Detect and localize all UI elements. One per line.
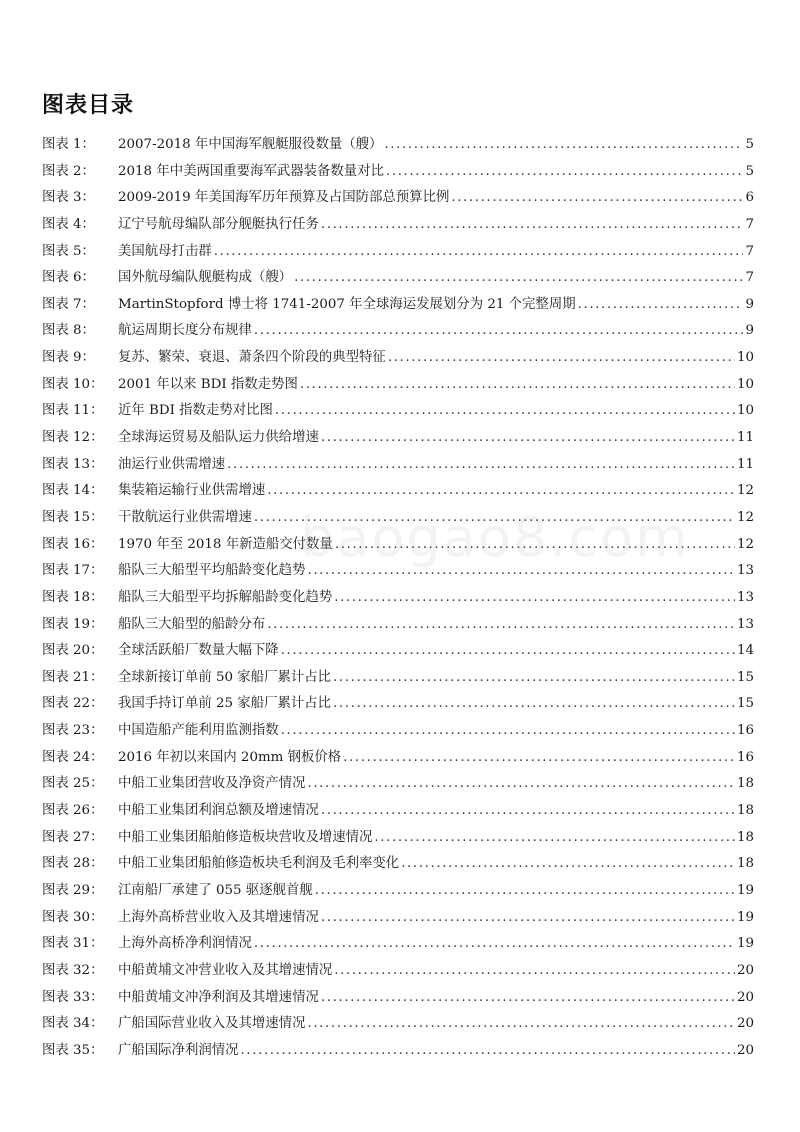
toc-dot-leader <box>307 1011 734 1038</box>
toc-entry[interactable] <box>42 425 754 452</box>
toc-entry-page-number: 9 <box>745 323 754 339</box>
toc-entry-page-number: 18 <box>736 776 754 792</box>
toc-entry-page-number: 7 <box>745 216 754 232</box>
toc-entry[interactable] <box>42 798 754 825</box>
toc-dot-leader <box>321 212 744 239</box>
toc-entry-label: 图表 11： <box>42 403 104 419</box>
toc-entry-title: 船队三大船型的船龄分布 <box>118 616 266 632</box>
toc-entry-label: 图表 22： <box>42 696 104 712</box>
toc-entry-page-number: 7 <box>745 243 754 259</box>
toc-entry-title: 干散航运行业供需增速 <box>118 509 252 525</box>
toc-dot-leader <box>254 318 744 345</box>
toc-dot-leader <box>267 478 735 505</box>
toc-entry-title: 油运行业供需增速 <box>118 456 226 472</box>
toc-entry-label: 图表 7： <box>42 296 95 312</box>
toc-entry-page-number: 18 <box>736 856 754 872</box>
toc-entry-label: 图表 30： <box>42 909 104 925</box>
toc-entry-page-number: 5 <box>745 137 754 152</box>
toc-entry-page-number: 19 <box>736 936 754 952</box>
toc-entry-title: 2007-2018 年中国海军舰艇服役数量（艘） <box>118 137 383 152</box>
toc-entry-label: 图表 10： <box>42 376 104 392</box>
toc-entry-page-number: 13 <box>736 616 754 632</box>
toc-entry-page-number: 19 <box>736 882 754 898</box>
toc-entry-page-number: 15 <box>736 669 754 685</box>
toc-entry-title: 2001 年以来 BDI 指数走势图 <box>118 376 298 392</box>
toc-entry-title: 广船国际净利润情况 <box>118 1042 239 1058</box>
toc-entry-label: 图表 23： <box>42 723 104 739</box>
toc-entry[interactable] <box>42 931 754 958</box>
toc-entry-page-number: 9 <box>745 296 754 312</box>
toc-entry-label: 图表 6： <box>42 270 95 286</box>
toc-dot-leader <box>321 425 735 452</box>
toc-dot-leader <box>343 745 735 772</box>
toc-entry[interactable] <box>42 372 754 399</box>
toc-dot-leader <box>241 1038 735 1065</box>
toc-dot-leader <box>267 612 735 639</box>
toc-entry[interactable] <box>42 851 754 878</box>
toc-list <box>42 132 754 1064</box>
toc-entry-label: 图表 5： <box>42 243 95 259</box>
toc-entry[interactable] <box>42 1038 754 1065</box>
toc-entry-title: 2018 年中美两国重要海军武器装备数量对比 <box>118 163 384 179</box>
toc-entry[interactable] <box>42 825 754 852</box>
toc-entry-label: 图表 3： <box>42 190 95 206</box>
toc-entry-title: 船队三大船型平均拆解船龄变化趋势 <box>118 589 333 605</box>
toc-entry-label: 图表 20： <box>42 643 104 659</box>
toc-entry-label: 图表 8： <box>42 323 95 339</box>
toc-dot-leader <box>275 398 735 425</box>
toc-dot-leader <box>333 691 735 718</box>
toc-entry-label: 图表 28： <box>42 856 104 872</box>
toc-entry[interactable] <box>42 478 754 505</box>
toc-dot-leader <box>281 718 735 745</box>
toc-entry-label: 图表 12： <box>42 430 104 446</box>
toc-entry-title: 复苏、繁荣、衰退、萧条四个阶段的典型特征 <box>118 350 386 366</box>
toc-entry-label: 图表 4： <box>42 216 95 232</box>
toc-entry-title: 国外航母编队舰艇构成（艘） <box>118 270 293 286</box>
toc-entry[interactable] <box>42 292 754 319</box>
toc-entry[interactable] <box>42 665 754 692</box>
toc-entry-label: 图表 32： <box>42 962 104 978</box>
toc-entry[interactable] <box>42 398 754 425</box>
toc-entry-page-number: 16 <box>736 749 754 765</box>
toc-entry-title: 2009-2019 年美国海军历年预算及占国防部总预算比例 <box>118 190 450 206</box>
toc-entry[interactable] <box>42 212 754 239</box>
toc-dot-leader <box>227 452 735 479</box>
toc-entry-page-number: 18 <box>736 829 754 845</box>
toc-entry[interactable] <box>42 612 754 639</box>
toc-dot-leader <box>334 585 735 612</box>
toc-entry-page-number: 6 <box>745 190 754 206</box>
toc-entry-label: 图表 26： <box>42 803 104 819</box>
toc-dot-leader <box>315 878 735 905</box>
toc-entry[interactable] <box>42 132 754 159</box>
toc-entry-page-number: 12 <box>736 509 754 525</box>
toc-entry-label: 图表 9： <box>42 350 95 366</box>
toc-entry-title: 船队三大船型平均船龄变化趋势 <box>118 563 306 579</box>
toc-entry-title: 集装箱运输行业供需增速 <box>118 483 266 499</box>
toc-entry-label: 图表 31： <box>42 936 104 952</box>
toc-entry-page-number: 10 <box>736 376 754 392</box>
toc-entry-page-number: 11 <box>736 430 754 446</box>
toc-entry-label: 图表 21： <box>42 669 104 685</box>
toc-dot-leader <box>333 665 735 692</box>
toc-dot-leader <box>300 372 735 399</box>
toc-entry-title: 航运周期长度分布规律 <box>118 323 252 339</box>
toc-entry[interactable] <box>42 239 754 266</box>
toc-entry[interactable] <box>42 718 754 745</box>
toc-entry-title: 美国航母打击群 <box>118 243 212 259</box>
toc-entry-title: 中船黄埔文冲净利润及其增速情况 <box>118 989 319 1005</box>
toc-dot-leader <box>307 771 734 798</box>
toc-entry-title: 全球新接订单前 50 家船厂累计占比 <box>118 669 332 685</box>
toc-entry-title: 2016 年初以来国内 20mm 钢板价格 <box>118 749 342 765</box>
toc-dot-leader <box>254 931 735 958</box>
toc-entry-page-number: 10 <box>736 403 754 419</box>
toc-entry-label: 图表 15： <box>42 509 104 525</box>
toc-entry-label: 图表 24： <box>42 749 104 765</box>
toc-entry[interactable] <box>42 638 754 665</box>
toc-entry[interactable] <box>42 905 754 932</box>
toc-entry-page-number: 15 <box>736 696 754 712</box>
toc-entry-page-number: 13 <box>736 589 754 605</box>
toc-entry[interactable] <box>42 318 754 345</box>
toc-entry-page-number: 16 <box>736 723 754 739</box>
toc-entry[interactable] <box>42 585 754 612</box>
toc-entry-label: 图表 35： <box>42 1042 104 1058</box>
toc-entry[interactable] <box>42 985 754 1012</box>
toc-entry-title: 江南船厂承建了 055 驱逐舰首舰 <box>118 882 313 898</box>
toc-entry-page-number: 7 <box>745 270 754 286</box>
toc-entry-label: 图表 17： <box>42 563 104 579</box>
toc-entry[interactable] <box>42 345 754 372</box>
toc-entry-label: 图表 27： <box>42 829 104 845</box>
toc-entry-title: 中船黄埔文冲营业收入及其增速情况 <box>118 962 333 978</box>
toc-entry[interactable] <box>42 1011 754 1038</box>
toc-entry-label: 图表 29： <box>42 882 104 898</box>
toc-entry-label: 图表 25： <box>42 776 104 792</box>
toc-entry-page-number: 14 <box>736 643 754 659</box>
toc-entry-label: 图表 2： <box>42 163 95 179</box>
toc-entry-title: 中国造船产能利用监测指数 <box>118 723 279 739</box>
toc-entry[interactable] <box>42 745 754 772</box>
toc-entry-label: 图表 16： <box>42 536 104 552</box>
toc-dot-leader <box>321 798 735 825</box>
toc-entry-title: 辽宁号航母编队部分舰艇执行任务 <box>118 216 319 232</box>
toc-entry[interactable] <box>42 185 754 212</box>
toc-entry-title: 中船工业集团营收及净资产情况 <box>118 776 306 792</box>
toc-dot-leader <box>401 851 735 878</box>
toc-entry-page-number: 20 <box>736 1042 754 1058</box>
toc-entry-page-number: 5 <box>745 163 754 179</box>
toc-entry-title: 中船工业集团船舶修造板块毛利润及毛利率变化 <box>118 856 400 872</box>
toc-entry-title: 全球活跃船厂数量大幅下降 <box>118 643 279 659</box>
toc-entry-page-number: 19 <box>736 909 754 925</box>
toc-dot-leader <box>334 958 735 985</box>
toc-entry-title: 近年 BDI 指数走势对比图 <box>118 403 273 419</box>
toc-entry-label: 图表 13： <box>42 456 104 472</box>
toc-dot-leader <box>294 265 743 292</box>
toc-entry-title: 全球海运贸易及船队运力供给增速 <box>118 430 319 446</box>
toc-entry-label: 图表 14： <box>42 483 104 499</box>
toc-entry-label: 图表 1： <box>42 137 95 152</box>
toc-dot-leader <box>281 638 735 665</box>
toc-entry-label: 图表 19： <box>42 616 104 632</box>
toc-entry-label: 图表 33： <box>42 989 104 1005</box>
toc-dot-leader <box>214 239 744 266</box>
toc-entry[interactable] <box>42 452 754 479</box>
toc-entry-page-number: 12 <box>736 536 754 552</box>
toc-entry-page-number: 20 <box>736 989 754 1005</box>
toc-dot-leader <box>384 132 743 159</box>
toc-dot-leader <box>374 825 735 852</box>
toc-entry-page-number: 20 <box>736 1016 754 1032</box>
toc-dot-leader <box>388 345 735 372</box>
toc-entry-title: 上海外高桥净利润情况 <box>118 936 252 952</box>
toc-entry[interactable] <box>42 878 754 905</box>
toc-entry-title: 上海外高桥营业收入及其增速情况 <box>118 909 319 925</box>
toc-entry-title: 1970 年至 2018 年新造船交付数量 <box>118 536 333 552</box>
toc-entry-title: 中船工业集团利润总额及增速情况 <box>118 803 319 819</box>
toc-dot-leader <box>578 292 744 319</box>
toc-entry-page-number: 18 <box>736 803 754 819</box>
toc-entry[interactable] <box>42 265 754 292</box>
toc-entry-page-number: 13 <box>736 563 754 579</box>
toc-entry[interactable] <box>42 159 754 186</box>
toc-entry-title: 中船工业集团船舶修造板块营收及增速情况 <box>118 829 373 845</box>
toc-entry-title: 我国手持订单前 25 家船厂累计占比 <box>118 696 332 712</box>
toc-entry-page-number: 12 <box>736 483 754 499</box>
watermark: baogao8.com <box>300 506 690 569</box>
toc-dot-leader <box>321 905 735 932</box>
toc-dot-leader <box>386 159 743 186</box>
toc-entry-page-number: 11 <box>736 456 754 472</box>
toc-entry-page-number: 20 <box>736 962 754 978</box>
toc-entry[interactable] <box>42 771 754 798</box>
toc-entry[interactable] <box>42 691 754 718</box>
toc-entry-label: 图表 18： <box>42 589 104 605</box>
page-title: 图表目录 <box>42 93 135 118</box>
toc-entry-title: MartinStopford 博士将 1741-2007 年全球海运发展划分为 21 个完整周期 <box>118 296 576 312</box>
toc-entry-title: 广船国际营业收入及其增速情况 <box>118 1016 306 1032</box>
toc-entry-page-number: 10 <box>736 350 754 366</box>
toc-dot-leader <box>451 185 743 212</box>
toc-entry-label: 图表 34： <box>42 1016 104 1032</box>
toc-dot-leader <box>321 985 735 1012</box>
toc-entry[interactable] <box>42 958 754 985</box>
